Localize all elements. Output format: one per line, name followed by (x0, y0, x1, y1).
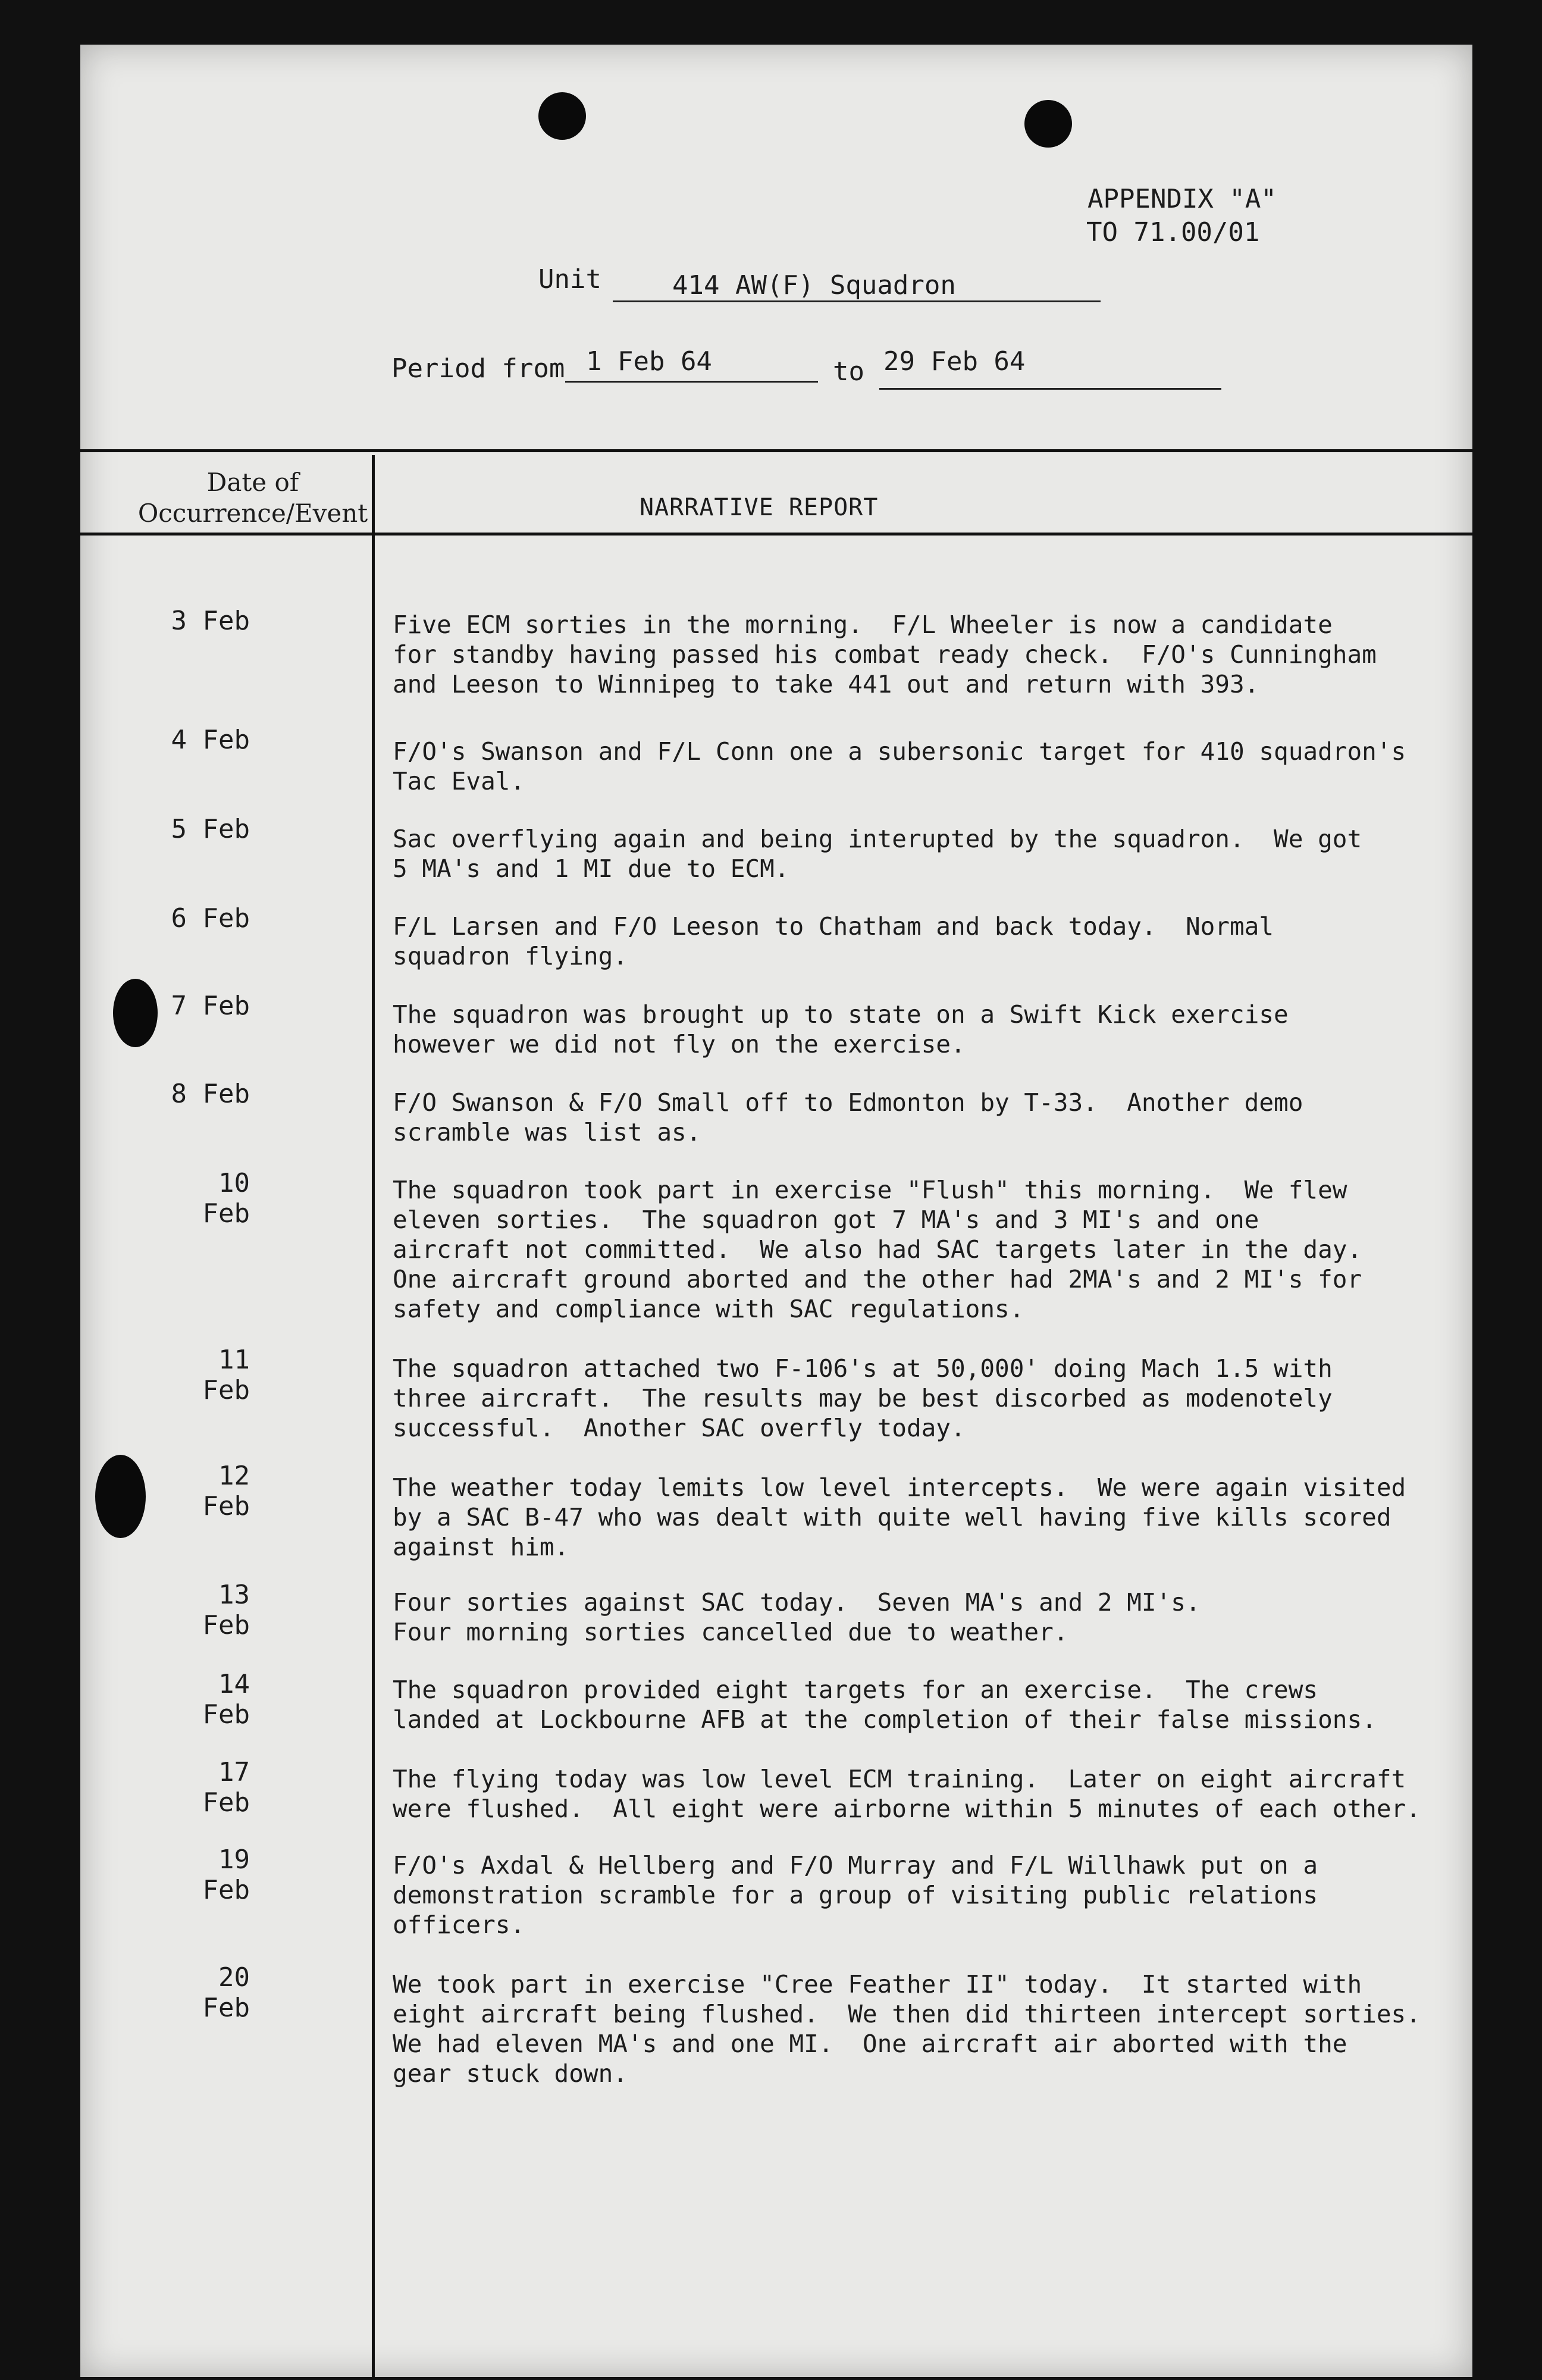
punch-hole-left (538, 92, 586, 140)
period-to-value: 29 Feb 64 (883, 346, 1026, 377)
row-narrative: The squadron was brought up to state on a Swift Kick exercise however we did not fly on the exercise. (393, 1000, 1289, 1059)
row-date: 19 Feb (202, 1844, 250, 1905)
period-from-underline (565, 381, 818, 383)
table-column-divider (372, 455, 375, 2380)
row-date: 5 Feb (171, 814, 250, 844)
row-date: 14 Feb (202, 1669, 250, 1730)
narrative-column-header: NARRATIVE REPORT (640, 494, 879, 521)
row-date: 10 Feb (202, 1168, 250, 1229)
row-date: 12 Feb (202, 1461, 250, 1521)
table-top-border (80, 449, 1475, 452)
row-narrative: We took part in exercise "Cree Feather II" today. It started with eight aircraft being flushed. We then did thirteen intercept sorties. We had eleven MA's and one MI. One aircraft air aborted with the gear stuck down. (393, 1970, 1421, 2088)
row-narrative: The weather today lemits low level intercepts. We were again visited by a SAC B-47 who was dealt with quite well having five kills scored against him. (393, 1473, 1406, 1561)
row-date: 11 Feb (202, 1345, 250, 1405)
row-narrative: F/L Larsen and F/O Leeson to Chatham and back today. Normal squadron flying. (393, 912, 1274, 970)
appendix-label: APPENDIX "A" (1087, 184, 1277, 214)
row-date: 20 Feb (202, 1962, 250, 2023)
row-narrative: Sac overflying again and being interupted by the squadron. We got 5 MA's and 1 MI due to ECM. (393, 825, 1362, 883)
ink-blot-lower (95, 1455, 146, 1538)
row-narrative: F/O Swanson & F/O Small off to Edmonton by T-33. Another demo scramble was list as. (393, 1088, 1303, 1147)
appendix-reference: TO 71.00/01 (1086, 217, 1260, 248)
row-narrative: Five ECM sorties in the morning. F/L Wheeler is now a candidate for standby having passed his combat ready check. F/O's Cunningham and Leeson to Winnipeg to take 441 out and return with 393. (393, 610, 1377, 699)
period-from-value: 1 Feb 64 (586, 346, 712, 377)
row-narrative: The squadron provided eight targets for an exercise. The crews landed at Lockbourne AFB at the completion of their false missions. (393, 1676, 1377, 1734)
row-narrative: The flying today was low level ECM training. Later on eight aircraft were flushed. All eight were airborne within 5 minutes of each other. (393, 1765, 1421, 1823)
row-narrative: The squadron attached two F-106's at 50,000' doing Mach 1.5 with three aircraft. The results may be best discorbed as modenotely successful. Another SAC overfly today. (393, 1354, 1333, 1442)
row-narrative: Four sorties against SAC today. Seven MA's and 2 MI's. Four morning sorties cancelled due to weather. (393, 1588, 1201, 1646)
unit-underline (613, 300, 1101, 302)
row-date: 13 Feb (202, 1580, 250, 1640)
row-narrative: F/O's Swanson and F/L Conn one a subersonic target for 410 squadron's Tac Eval. (393, 737, 1406, 796)
unit-label: Unit (538, 264, 601, 295)
period-to-label: to (833, 356, 864, 387)
row-date: 4 Feb (171, 725, 250, 755)
row-narrative: The squadron took part in exercise "Flush" this morning. We flew eleven sorties. The squadron got 7 MA's and 3 MI's and one aircraft not committed. We also had SAC targets later in the day. One aircraft ground aborted and the other had 2MA's and 2 MI's for safety and compliance with SAC regulations. (393, 1176, 1362, 1323)
row-date: 6 Feb (171, 903, 250, 934)
date-column-header: Date of Occurrence/Event (137, 468, 368, 528)
period-to-underline (879, 388, 1221, 390)
punch-hole-right (1024, 100, 1072, 148)
unit-value: 414 AW(F) Squadron (672, 270, 956, 300)
row-narrative: F/O's Axdal & Hellberg and F/O Murray and F/L Willhawk put on a demonstration scramble for a group of visiting public relations officers. (393, 1851, 1318, 1939)
period-label: Period from (391, 353, 565, 384)
row-date: 7 Feb (171, 991, 250, 1021)
row-date: 8 Feb (171, 1079, 250, 1109)
ink-blot-upper (113, 979, 158, 1047)
row-date: 17 Feb (202, 1757, 250, 1818)
table-header-border (80, 533, 1475, 536)
row-date: 3 Feb (171, 606, 250, 636)
